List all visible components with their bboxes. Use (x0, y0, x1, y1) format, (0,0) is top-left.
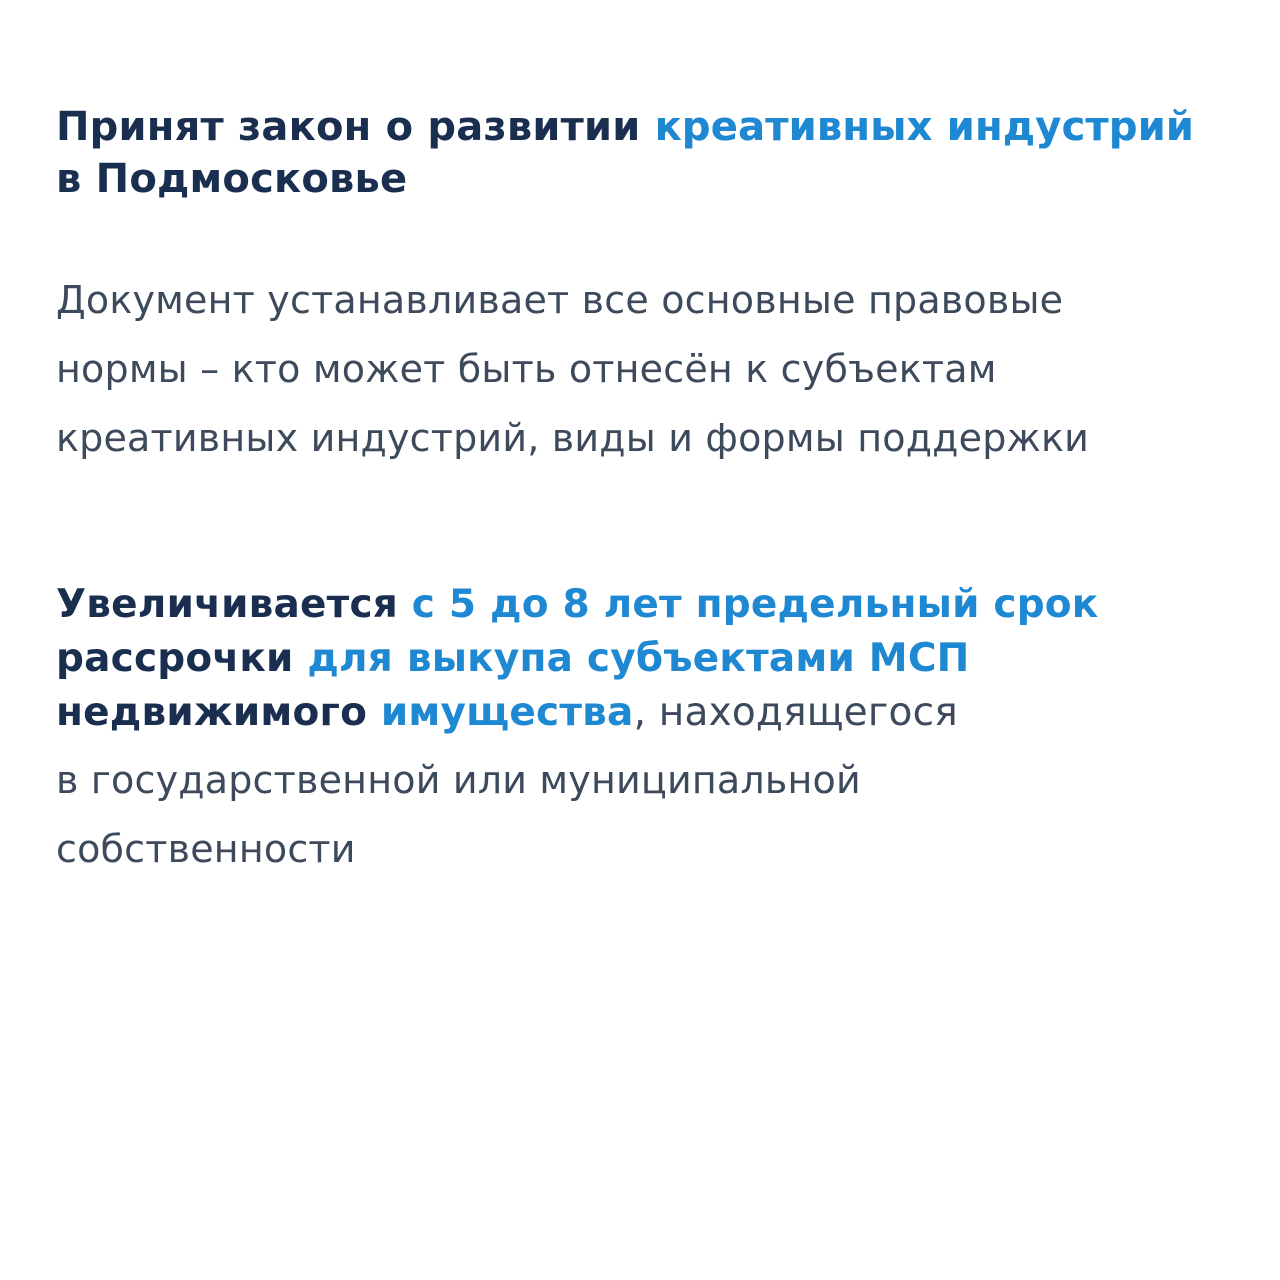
fact-line-1-dark: Увеличивается (56, 582, 412, 627)
headline (56, 101, 1236, 205)
lead-line-3: креативных индустрий, виды и формы поддержки (56, 416, 1090, 460)
fact-line-4: в государственной или муниципальной (56, 758, 861, 802)
lead-paragraph (56, 266, 1236, 473)
fact-line-1 (56, 578, 1236, 632)
fact-line-3-accent: имущества (380, 690, 634, 735)
fact-line-5: собственности (56, 827, 356, 871)
headline-line-2: в Подмосковье (56, 156, 408, 202)
fact-line-3-regular: , находящегося (633, 690, 958, 735)
fact-line-2-dark: рассрочки (56, 636, 308, 681)
fact-paragraph (56, 578, 1236, 740)
headline-text-dark: Принят закон о развитии (56, 104, 655, 150)
fact-line-3-dark: недвижимого (56, 690, 381, 735)
headline-text-accent: креативных индустрий (654, 104, 1195, 150)
headline-line-1 (56, 101, 1236, 153)
fact-line-2-accent: для выкупа субъектами МСП (307, 636, 970, 681)
lead-line-1: Документ устанавливает все основные правовые (56, 278, 1064, 322)
fact-line-1-accent: с 5 до 8 лет предельный срок (411, 582, 1099, 627)
lead-line-2: нормы – кто может быть отнесён к субъектам (56, 347, 997, 391)
fact-line-3 (56, 686, 1236, 740)
fact-continuation (56, 746, 1236, 884)
fact-line-2 (56, 632, 1236, 686)
